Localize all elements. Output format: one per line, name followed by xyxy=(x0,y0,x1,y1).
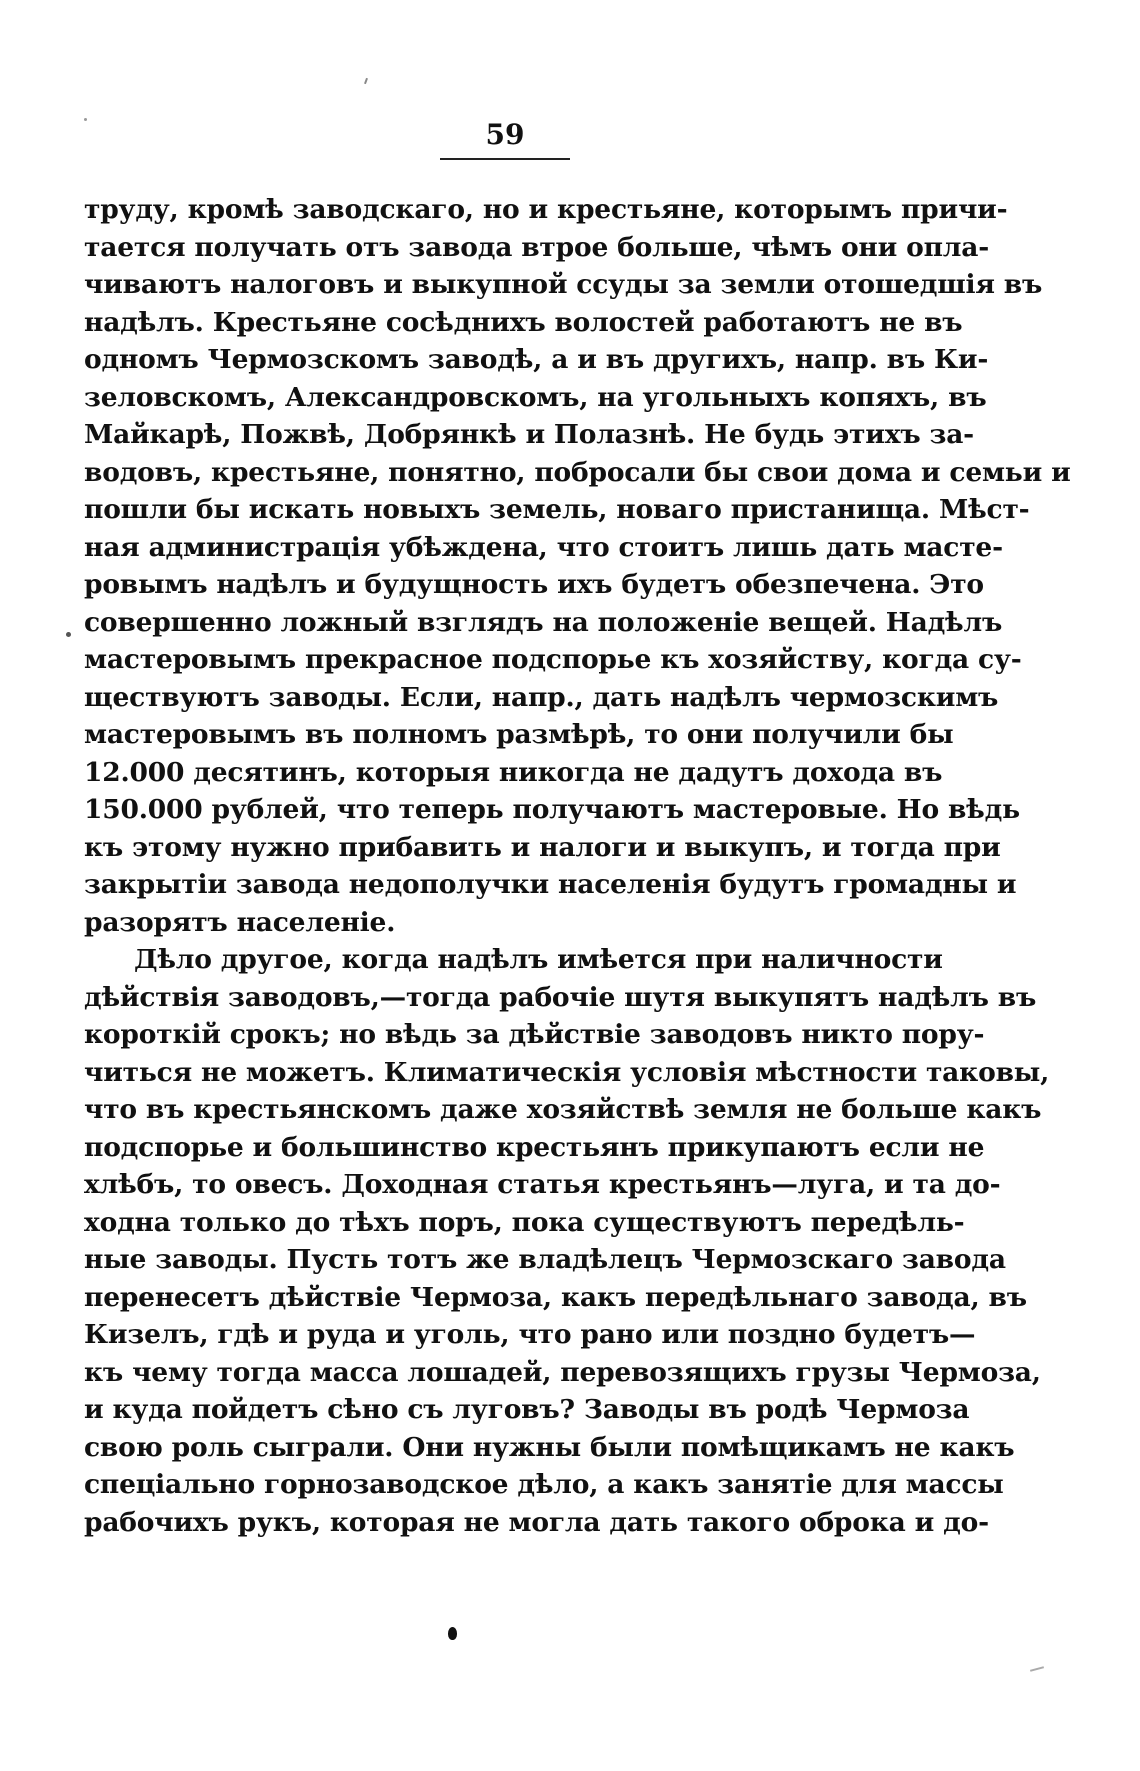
paper-speck xyxy=(1030,1666,1044,1672)
text-line: Дѣло другое, когда надѣлъ имѣется при наличности xyxy=(134,944,943,975)
ink-blot xyxy=(448,1627,457,1640)
text-line: 12.000 десятинъ, которыя никогда не дадутъ дохода въ xyxy=(84,756,943,788)
text-line: къ этому нужно прибавить и налоги и выкупъ, и тогда при xyxy=(84,831,1001,863)
text-line: и куда пойдетъ сѣно съ луговъ? Заводы въ родѣ Чермоза xyxy=(84,1394,970,1425)
text-line: тается получать отъ завода втрое больше, чѣмъ они опла- xyxy=(84,231,990,263)
text-line: мастеровымъ въ полномъ размѣрѣ, то они получили бы xyxy=(84,719,954,750)
text-line: зеловскомъ, Александровскомъ, на угольныхъ копяхъ, въ xyxy=(84,381,987,413)
text-line: надѣлъ. Крестьяне сосѣднихъ волостей работаютъ не въ xyxy=(84,306,963,338)
page-number-rule xyxy=(440,158,570,160)
paragraph-1 xyxy=(84,191,1071,941)
text-line: перенесетъ дѣйствіе Чермоза, какъ передѣльнаго завода, въ xyxy=(84,1281,1027,1313)
text-line: спеціально горнозаводское дѣло, а какъ занятіе для массы xyxy=(84,1469,1004,1500)
paragraph-2 xyxy=(84,941,1050,1541)
text-line: что въ крестьянскомъ даже хозяйствѣ земля не больше какъ xyxy=(84,1094,1042,1125)
text-line: читься не можетъ. Климатическія условія мѣстности таковы, xyxy=(84,1056,1050,1088)
text-line: чиваютъ налоговъ и выкупной ссуды за земли отошедшія въ xyxy=(84,269,1043,300)
text-line: пошли бы искать новыхъ земель, новаго пристанища. Мѣст- xyxy=(84,494,1030,525)
text-line: ные заводы. Пусть тотъ же владѣлецъ Чермозскаго завода xyxy=(84,1244,1006,1275)
text-line: Кизелъ, гдѣ и руда и уголь, что рано или поздно будетъ— xyxy=(84,1319,976,1350)
text-line: хлѣбъ, то овесъ. Доходная статья крестьянъ—луга, и та до- xyxy=(84,1169,1001,1200)
margin-mark xyxy=(66,632,71,637)
paper-speck xyxy=(84,118,87,121)
text-line: свою роль сыграли. Они нужны были помѣщикамъ не какъ xyxy=(84,1431,1015,1463)
text-line: разорятъ населеніе. xyxy=(84,906,396,938)
text-line: дѣйствія заводовъ,—тогда рабочіе шутя выкупятъ надѣлъ въ xyxy=(84,981,1037,1013)
text-line: ная администрація убѣждена, что стоитъ лишь дать масте- xyxy=(84,531,1003,563)
text-line: мастеровымъ прекрасное подспорье къ хозяйству, когда су- xyxy=(84,644,1022,675)
text-line: ровымъ надѣлъ и будущность ихъ будетъ обезпечена. Это xyxy=(84,569,984,600)
text-line: одномъ Чермозскомъ заводѣ, а и въ другихъ, напр. въ Ки- xyxy=(84,344,989,375)
text-line: Майкарѣ, Пожвѣ, Добрянкѣ и Полазнѣ. Не будь этихъ за- xyxy=(84,419,974,450)
text-line: ходна только до тѣхъ поръ, пока существуютъ передѣль- xyxy=(84,1206,965,1238)
text-line: подспорье и большинство крестьянъ прикупаютъ если не xyxy=(84,1131,985,1163)
page-number: 59 xyxy=(485,118,525,151)
text-line: закрытіи завода недополучки населенія будутъ громадны и xyxy=(84,869,1017,900)
text-line: 150.000 рублей, что теперь получаютъ мастеровые. Но вѣдь xyxy=(84,794,1020,825)
text-line: рабочихъ рукъ, которая не могла дать такого оброка и до- xyxy=(84,1506,989,1538)
text-line: водовъ, крестьяне, понятно, побросали бы свои дома и семьи и xyxy=(84,456,1071,488)
text-line: ществуютъ заводы. Если, напр., дать надѣлъ чермозскимъ xyxy=(84,681,999,713)
text-line: короткій срокъ; но вѣдь за дѣйствіе заводовъ никто пору- xyxy=(84,1019,985,1050)
text-line: совершенно ложный взглядъ на положеніе вещей. Надѣлъ xyxy=(84,606,1003,638)
body-text xyxy=(84,191,1071,1541)
paper-speck xyxy=(364,78,368,84)
text-line: къ чему тогда масса лошадей, перевозящихъ грузы Чермоза, xyxy=(84,1356,1041,1388)
text-line: труду, кромѣ заводскаго, но и крестьяне, которымъ причи- xyxy=(84,194,1008,225)
